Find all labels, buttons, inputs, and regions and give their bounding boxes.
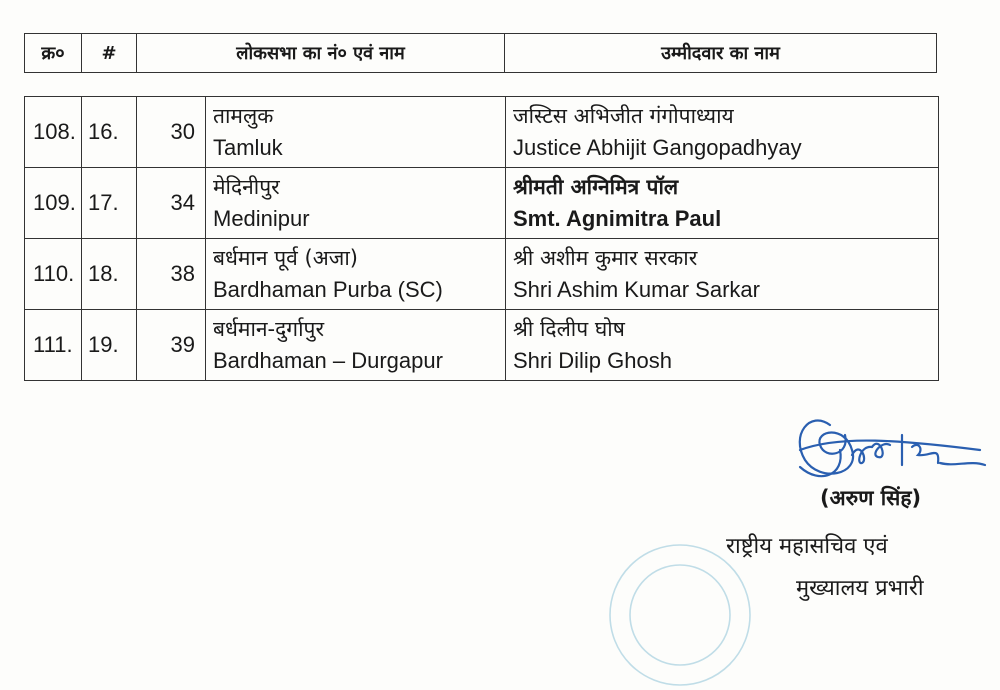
constituency-cell [206, 97, 506, 168]
candidate-hindi: श्रीमती अग्निमित्र पॉल [513, 175, 679, 199]
number-cell: 18. [82, 239, 137, 310]
lok-sabha-number-cell: 30 [137, 97, 206, 168]
serial-cell: 110. [25, 239, 82, 310]
serial-cell: 109. [25, 168, 82, 239]
constituency-cell [206, 310, 506, 381]
header-serial: क्र० [25, 34, 82, 73]
signature-icon [790, 405, 990, 485]
table-row [25, 97, 939, 168]
header-row [25, 34, 937, 73]
table-row [25, 239, 939, 310]
signatory-name: (अरुण सिंह) [820, 486, 922, 510]
constituency-cell [206, 239, 506, 310]
constituency-english: Tamluk [213, 135, 283, 160]
signatory-title-line2: मुख्यालय प्रभारी [796, 576, 924, 601]
number-cell: 16. [82, 97, 137, 168]
constituency-english: Medinipur [213, 206, 310, 231]
candidate-english: Shri Ashim Kumar Sarkar [513, 277, 760, 302]
constituency-hindi: बर्धमान पूर्व (अजा) [213, 246, 358, 270]
table-row [25, 168, 939, 239]
constituency-english: Bardhaman Purba (SC) [213, 277, 443, 302]
header-candidate: उम्मीदवार का नाम [505, 34, 937, 73]
constituency-english: Bardhaman – Durgapur [213, 348, 443, 373]
number-cell: 19. [82, 310, 137, 381]
serial-cell: 111. [25, 310, 82, 381]
candidate-english: Shri Dilip Ghosh [513, 348, 672, 373]
column-header-table [24, 33, 937, 73]
lok-sabha-number-cell: 38 [137, 239, 206, 310]
candidate-hindi: श्री दिलीप घोष [513, 317, 625, 341]
number-cell: 17. [82, 168, 137, 239]
lok-sabha-number-cell: 34 [137, 168, 206, 239]
candidate-cell [506, 310, 939, 381]
signatory-title-line1: राष्ट्रीय महासचिव एवं [726, 534, 888, 559]
candidate-cell [506, 97, 939, 168]
candidate-english: Smt. Agnimitra Paul [513, 206, 722, 231]
candidate-hindi: श्री अशीम कुमार सरकार [513, 246, 698, 270]
candidate-cell [506, 239, 939, 310]
constituency-hindi: बर्धमान-दुर्गापुर [213, 317, 325, 341]
header-constituency: लोकसभा का नं० एवं नाम [137, 34, 505, 73]
constituency-cell [206, 168, 506, 239]
lok-sabha-number-cell: 39 [137, 310, 206, 381]
office-stamp-icon [605, 540, 755, 690]
candidate-english: Justice Abhijit Gangopadhyay [513, 135, 802, 160]
header-number: # [82, 34, 137, 73]
candidate-table [24, 96, 939, 381]
table-row [25, 310, 939, 381]
candidate-hindi: जस्टिस अभिजीत गंगोपाध्याय [513, 104, 734, 128]
serial-cell: 108. [25, 97, 82, 168]
candidate-cell [506, 168, 939, 239]
constituency-hindi: तामलुक [213, 104, 274, 128]
constituency-hindi: मेदिनीपुर [213, 175, 280, 199]
